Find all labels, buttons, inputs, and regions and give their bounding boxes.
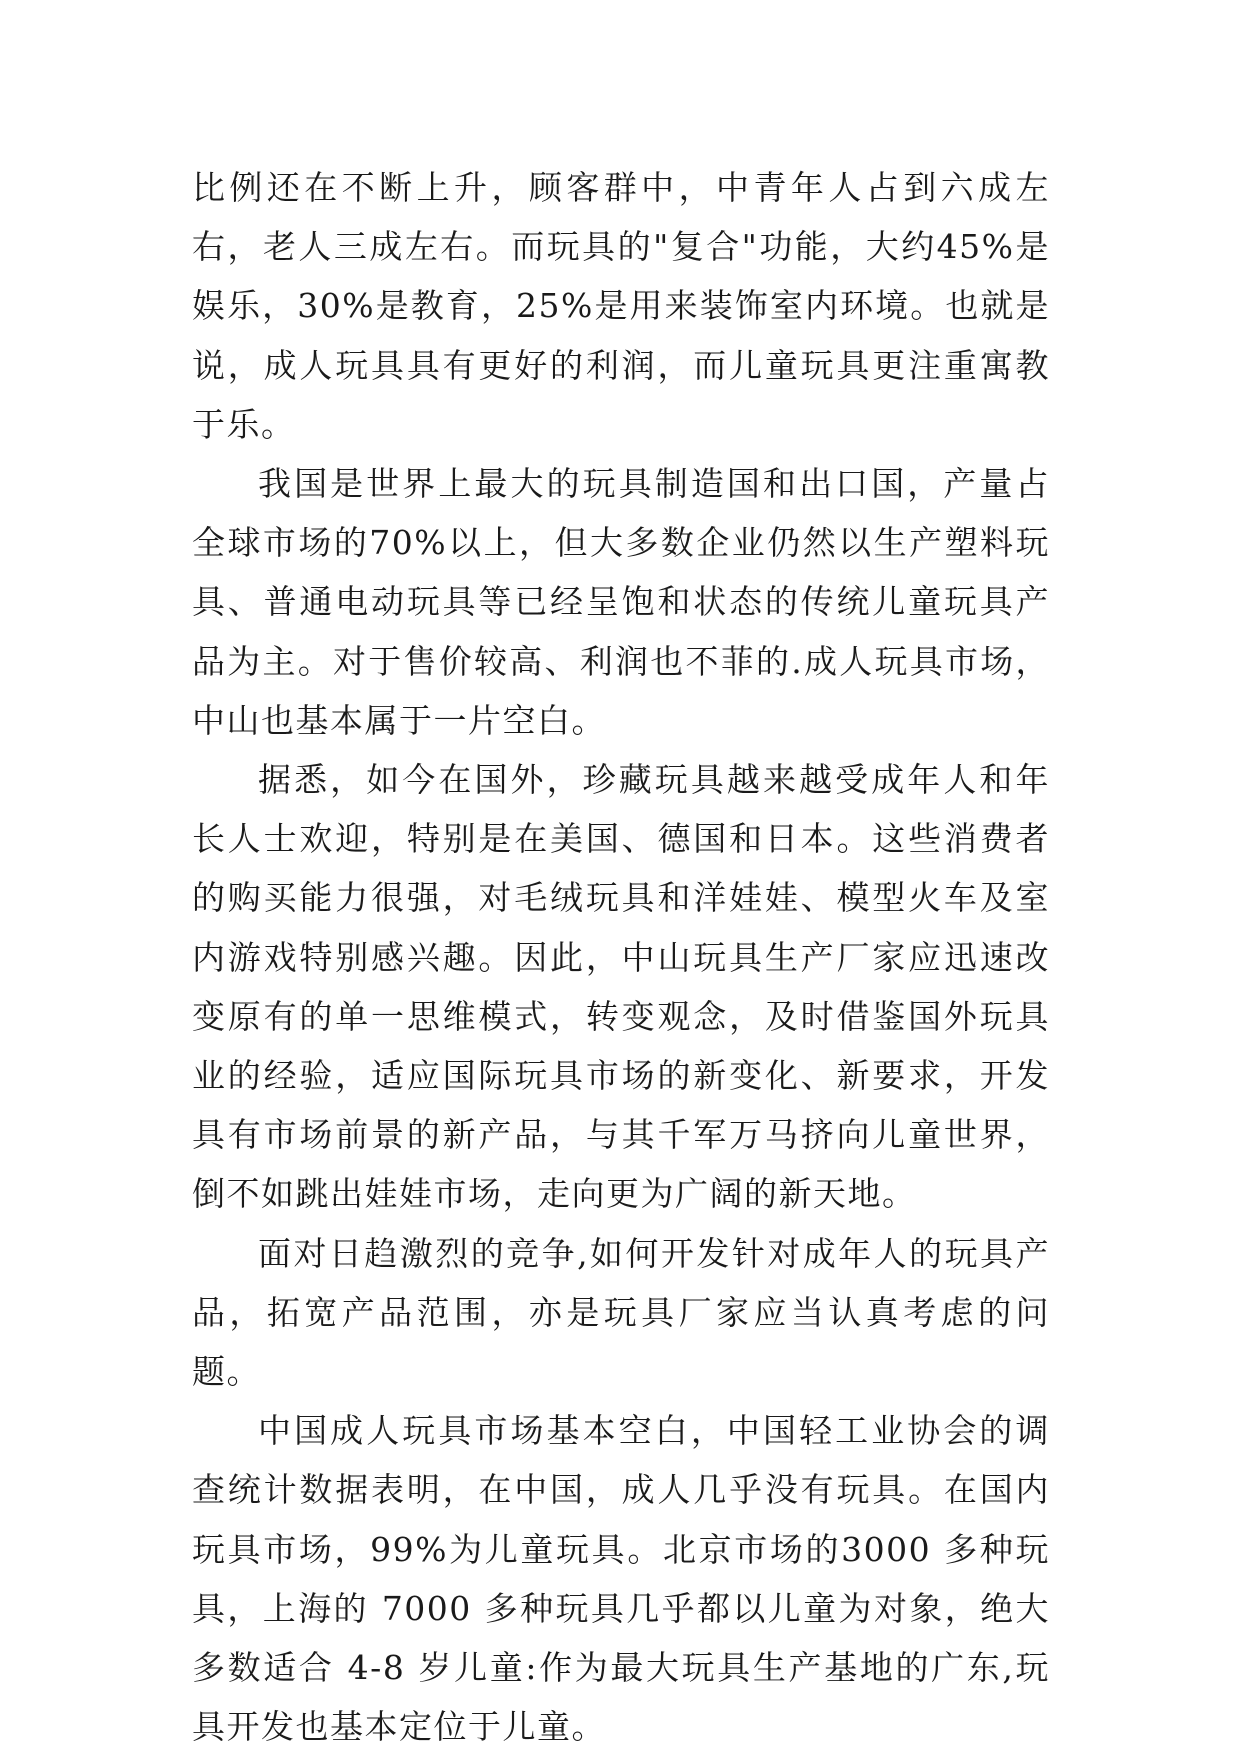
document-page: [192, 158, 1050, 1756]
paragraph: 面对日趋激烈的竞争,如何开发针对成年人的玩具产品，拓宽产品范围，亦是玩具厂家应当认真考虑的问题。: [192, 1233, 1050, 1392]
paragraph: 据悉，如今在国外，珍藏玩具越来越受成年人和年长人士欢迎，特别是在美国、德国和日本。这些消费者的购买能力很强，对毛绒玩具和洋娃娃、模型火车及室内游戏特别感兴趣。因此，中山玩具生产厂家应迅速改变原有的单一思维模式，转变观念，及时借鉴国外玩具业的经验，适应国际玩具市场的新变化、新要求，开发具有市场前景的新产品，与其千军万马挤向儿童世界，倒不如跳出娃娃市场，走向更为广阔的新天地。: [192, 760, 1050, 1214]
paragraph: 中国成人玩具市场基本空白，中国轻工业协会的调查统计数据表明，在中国，成人几乎没有玩具。在国内玩具市场，99%为儿童玩具。北京市场的3000 多种玩具，上海的 7000 多种玩具几乎都以儿童为对象，绝大多数适合 4-8 岁儿童:作为最大玩具生产基地的广东,玩具开发也基本定位于儿童。: [192, 1411, 1050, 1747]
paragraph: 我国是世界上最大的玩具制造国和出口国，产量占全球市场的70%以上，但大多数企业仍然以生产塑料玩具、普通电动玩具等已经呈饱和状态的传统儿童玩具产品为主。对于售价较高、利润也不菲的.成人玩具市场，中山也基本属于一片空白。: [192, 464, 1050, 740]
paragraph-continuation: 比例还在不断上升，顾客群中，中青年人占到六成左右，老人三成左右。而玩具的"复合"功能，大约45%是娱乐，30%是教育，25%是用来装饰室内环境。也就是说，成人玩具具有更好的利润，而儿童玩具更注重寓教于乐。: [192, 168, 1050, 444]
